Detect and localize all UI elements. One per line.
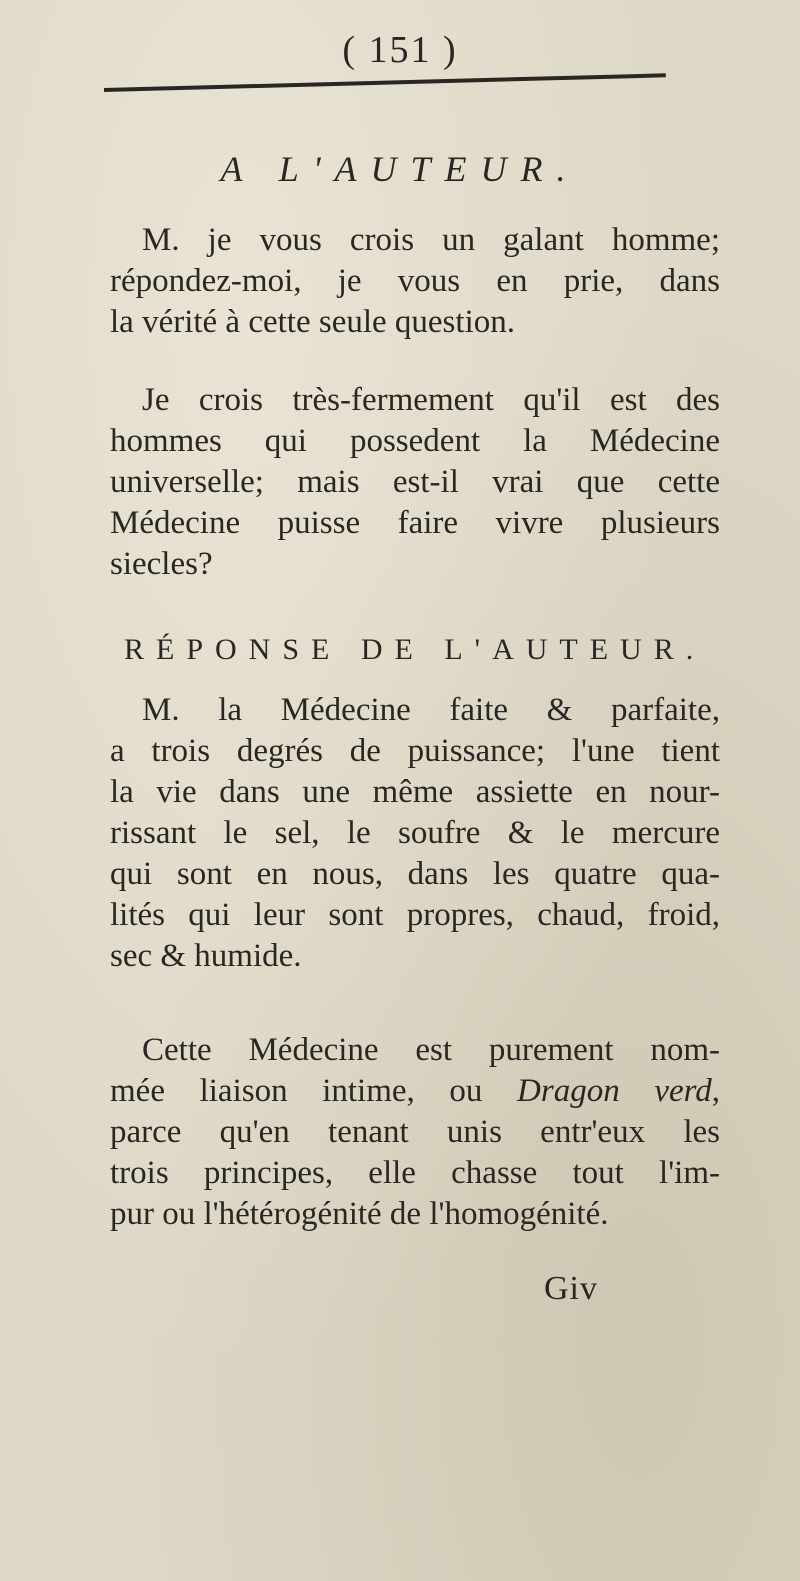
text-line: hommes qui possedent la Médecine [110, 423, 720, 459]
text-line: siecles? [110, 546, 213, 582]
text-line: parce qu'en tenant unis entr'eux les [110, 1114, 720, 1150]
text-line: lités qui leur sont propres, chaud, froid, [110, 897, 720, 933]
text-line: universelle; mais est-il vrai que cette [110, 464, 720, 500]
section-heading: A L'AUTEUR. [220, 149, 580, 189]
italic-term: Dragon verd [517, 1073, 712, 1109]
text-line: répondez-moi, je vous en prie, dans [110, 263, 720, 299]
text-line: pur ou l'hétérogénité de l'homogénité. [110, 1196, 609, 1232]
text-line: rissant le sel, le soufre & le mercure [110, 815, 720, 851]
text-line: M. la Médecine faite & parfaite, [142, 692, 720, 728]
text-line: la vérité à cette seule question. [110, 304, 515, 340]
text-line: Cette Médecine est purement nom- [142, 1032, 720, 1068]
answer-paragraph-2 [110, 1030, 720, 1235]
text-line: M. je vous crois un galant homme; [142, 222, 720, 258]
text-line: Je crois très-fermement qu'il est des [142, 382, 720, 418]
catchword: Giv [544, 1270, 598, 1307]
question-paragraph [110, 220, 720, 343]
text-line: Médecine puisse faire vivre plusieurs [110, 505, 720, 541]
text-line: la vie dans une même assiette en nour- [110, 774, 720, 810]
answer-paragraph [110, 690, 720, 977]
text-line: mée liaison intime, ou Dragon verd, [110, 1073, 720, 1109]
page-number: ( 151 ) [342, 29, 458, 71]
question-paragraph-2 [110, 380, 720, 585]
text-line: trois principes, elle chasse tout l'im- [110, 1155, 720, 1191]
text-line: qui sont en nous, dans les quatre qua- [110, 856, 720, 892]
header-rule [104, 73, 666, 92]
text-line: a trois degrés de puissance; l'une tient [110, 733, 720, 769]
text-line: sec & humide. [110, 938, 302, 974]
response-heading: RÉPONSE DE L'AUTEUR. [124, 633, 706, 666]
